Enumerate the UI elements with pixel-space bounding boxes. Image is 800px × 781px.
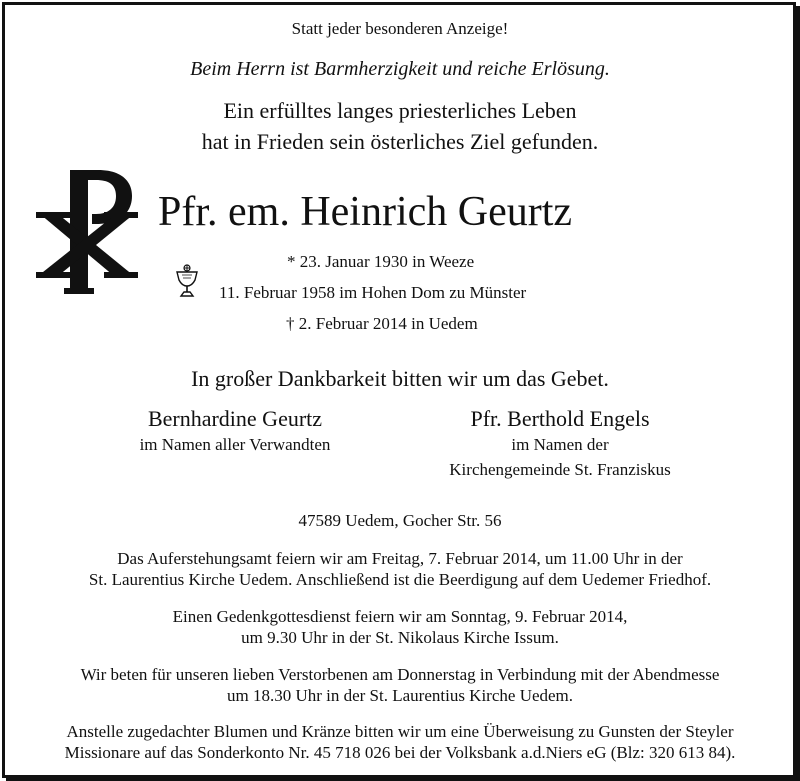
paragraph-funeral-line-2: St. Laurentius Kirche Uedem. Anschließend ist die Beerdigung auf dem Uedemer Friedhof. <box>88 570 712 589</box>
mourner-role: im Namen der <box>511 435 609 454</box>
deceased-name: Pfr. em. Heinrich Geurtz <box>158 189 573 235</box>
mourner-name: Bernhardine Geurtz <box>147 406 323 431</box>
paragraph-memorial-line-1: Einen Gedenkgottesdienst feiern wir am Sonntag, 9. Februar 2014, <box>172 607 628 626</box>
paragraph-prayer-line-2: um 18.30 Uhr in der St. Laurentius Kirche Uedem. <box>226 686 574 705</box>
paragraph-memorial-line-2: um 9.30 Uhr in der St. Nikolaus Kirche Issum. <box>241 628 559 647</box>
mourner-left <box>90 406 380 455</box>
mourner-right <box>410 406 710 480</box>
ordination-date: 11. Februar 1958 im Hohen Dom zu Münster <box>219 283 527 302</box>
notice-line: Statt jeder besonderen Anzeige! <box>291 19 509 38</box>
paragraph-funeral-line-1: Das Auferstehungsamt feiern wir am Freitag, 7. Februar 2014, um 11.00 Uhr in der <box>117 549 683 568</box>
scripture-quote: Beim Herrn ist Barmherzigkeit und reiche Erlösung. <box>190 58 610 80</box>
paragraph-donation-line-2: Missionare auf das Sonderkonto Nr. 45 718 026 bei der Volksbank a.d.Niers eG (Blz: 320 613 84). <box>64 743 736 762</box>
prayer-request: In großer Dankbarkeit bitten wir um das Gebet. <box>191 366 609 391</box>
intro-line-1: Ein erfülltes langes priesterliches Leben <box>223 98 577 123</box>
paragraph-prayer-line-1: Wir beten für unseren lieben Verstorbenen am Donnerstag in Verbindung mit der Abendmesse <box>80 665 720 684</box>
paragraph-donation-line-1: Anstelle zugedachter Blumen und Kränze bitten wir um eine Überweisung zu Gunsten der Steyler <box>66 722 734 741</box>
address-line: 47589 Uedem, Gocher Str. 56 <box>298 511 502 530</box>
mourner-role-line-2: Kirchengemeinde St. Franziskus <box>449 460 671 479</box>
chi-rho-icon <box>36 164 138 303</box>
birth-date: * 23. Januar 1930 in Weeze <box>287 252 475 271</box>
intro-line-2: hat in Frieden sein österliches Ziel gefunden. <box>201 129 599 154</box>
mourner-role: im Namen aller Verwandten <box>139 435 331 454</box>
death-date: † 2. Februar 2014 in Uedem <box>286 314 478 333</box>
mourner-name: Pfr. Berthold Engels <box>470 406 650 431</box>
chalice-icon <box>173 264 201 305</box>
